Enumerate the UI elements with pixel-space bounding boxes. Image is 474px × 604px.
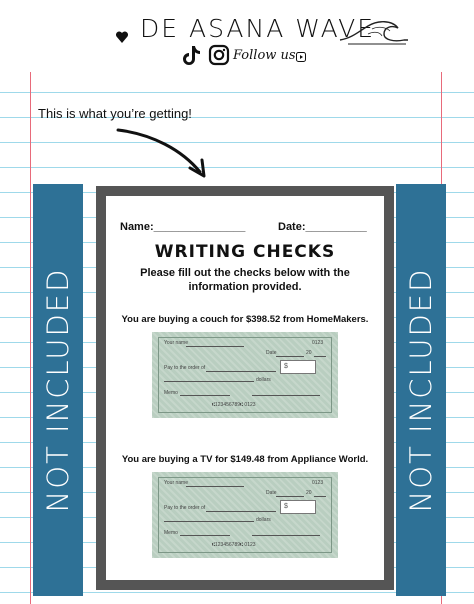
wave-icon <box>338 16 410 48</box>
check-routing: ⑆123456789⑆ 0123 <box>212 542 256 548</box>
check-date-line <box>276 356 304 357</box>
play-icon[interactable] <box>296 52 306 62</box>
check-amount-box: $ <box>280 360 316 374</box>
instagram-icon[interactable] <box>208 44 230 66</box>
check-memo: Memo <box>164 390 178 396</box>
side-label-left: NOT INCLUDED <box>41 267 75 513</box>
brand-name: DE ASANA WAVE <box>140 14 376 43</box>
check-your-name: Your name <box>164 340 188 346</box>
check-year: 20 <box>306 350 312 356</box>
check-name-line <box>186 346 244 347</box>
check-1 <box>152 332 338 418</box>
worksheet-instructions: Please fill out the checks below with the information provided. <box>140 267 350 293</box>
check-written-line <box>164 381 254 382</box>
heart-icon <box>115 30 129 44</box>
prompt-2: You are buying a TV for $149.48 from Appliance World. <box>121 454 369 465</box>
check-name-line <box>186 486 244 487</box>
check-dollars: dollars <box>256 377 271 383</box>
check-memo-line <box>180 395 230 396</box>
check-year: 20 <box>306 490 312 496</box>
check-signature-line <box>252 535 320 536</box>
name-label: Name:_______________ <box>120 221 246 233</box>
side-panel-right <box>396 184 446 596</box>
check-routing: ⑆123456789⑆ 0123 <box>212 402 256 408</box>
check-your-name: Your name <box>164 480 188 486</box>
check-number: 0123 <box>312 340 324 346</box>
follow-text: Follow us <box>233 48 296 63</box>
date-label: Date:__________ <box>278 221 367 233</box>
check-payee-line <box>206 371 276 372</box>
check-date-line <box>276 496 304 497</box>
check-dollars: dollars <box>256 517 271 523</box>
check-memo-line <box>180 535 230 536</box>
left-margin-line <box>30 72 31 604</box>
check-number: 0123 <box>312 480 324 486</box>
social-links <box>178 42 318 70</box>
worksheet-preview <box>96 186 394 590</box>
check-payee-line <box>206 511 276 512</box>
check-written-line <box>164 521 254 522</box>
worksheet-title: WRITING CHECKS <box>154 242 336 262</box>
intro-text: This is what you’re getting! <box>38 106 192 121</box>
worksheet-page <box>106 196 384 580</box>
check-pay-to: Pay to the order of <box>164 505 206 511</box>
tiktok-icon[interactable] <box>182 44 202 66</box>
check-year-line <box>314 356 326 357</box>
check-signature-line <box>252 395 320 396</box>
arrow-icon <box>112 120 212 180</box>
check-date-label: Date <box>266 350 277 356</box>
check-pay-to: Pay to the order of <box>164 365 206 371</box>
check-2 <box>152 472 338 558</box>
side-label-right: NOT INCLUDED <box>404 267 438 513</box>
side-panel-left <box>33 184 83 596</box>
check-year-line <box>314 496 326 497</box>
check-date-label: Date <box>266 490 277 496</box>
check-memo: Memo <box>164 530 178 536</box>
check-amount-box: $ <box>280 500 316 514</box>
prompt-1: You are buying a couch for $398.52 from HomeMakers. <box>121 314 369 325</box>
brand-header <box>0 10 474 46</box>
